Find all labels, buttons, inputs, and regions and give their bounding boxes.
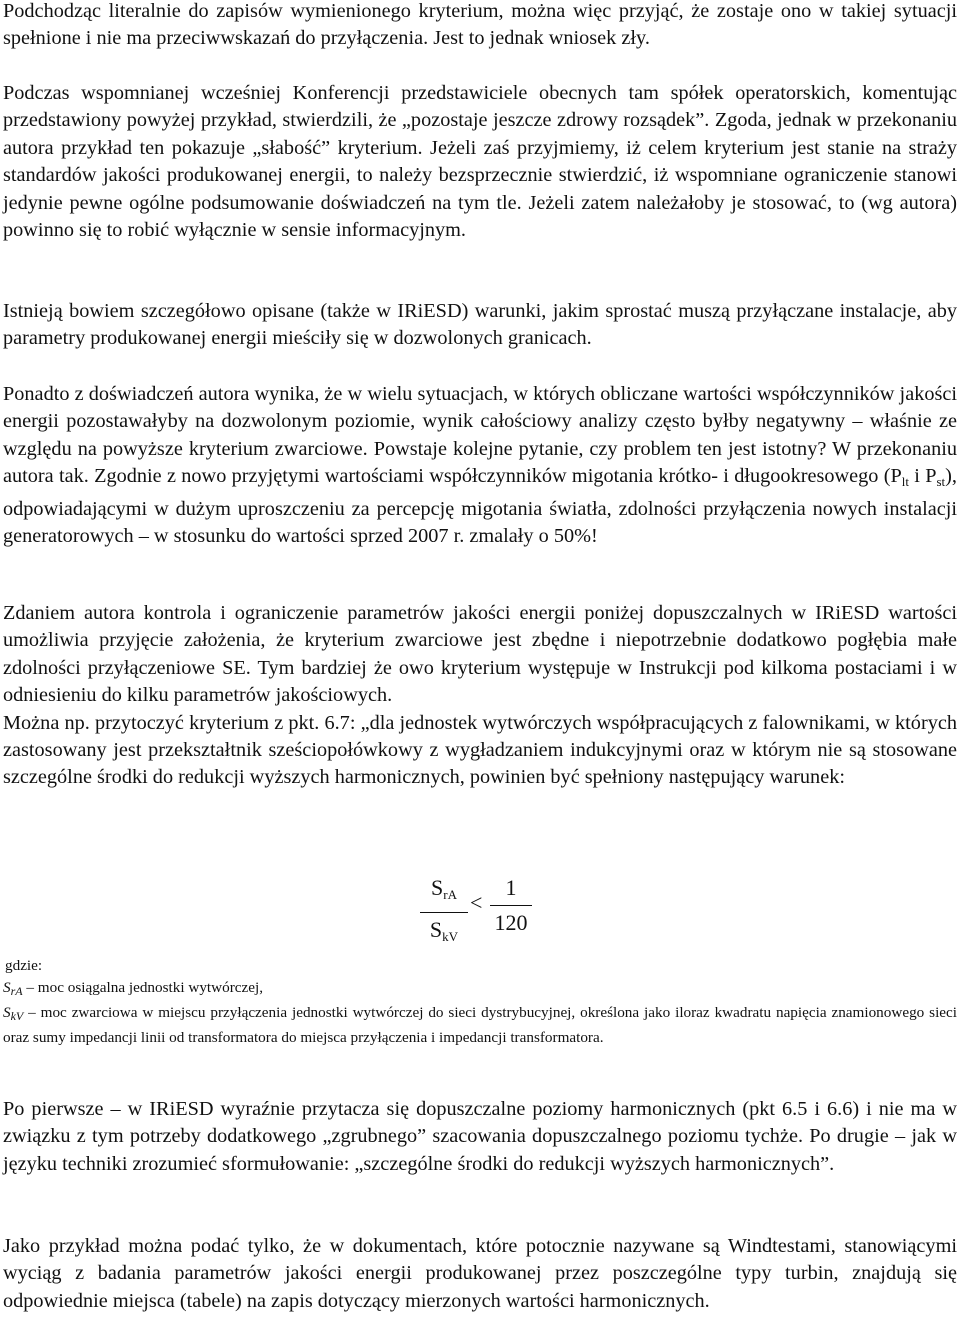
definitions-intro: gdzie:	[5, 957, 43, 974]
paragraph-4-text-b: i P	[909, 465, 937, 488]
formula-left-denominator	[420, 915, 468, 952]
formula-subscript-ra: rA	[443, 887, 457, 902]
definition-text: – moc osiągalna jednostki wytwórczej,	[22, 979, 263, 996]
fraction-bar	[490, 905, 532, 906]
paragraph-6: Po pierwsze – w IRiESD wyraźnie przytacza się dopuszczalne poziomy harmonicznych (pkt 6.5 i 6.6) i nie ma w związku z tym potrzeby dodatkowego „zgrubnego” szacowania dopuszczalnego poziomu tychże. Po drugie – jak w języku techniki zrozumieć sformułowanie: „szczególne środki do redukcji wyższych harmonicznych”.	[3, 1098, 957, 1175]
formula-left-numerator	[420, 873, 468, 910]
paragraph-5: Zdaniem autora kontrola i ograniczenie parametrów jakości energii poniżej dopuszczalnych w IRiESD wartości umożliwia przyjęcie założenia, że kryterium zwarciowe jest zbędne i niepotrzebnie dodatkowo pogłębia małe zdolności przyłączeniowe SE. Tym bardziej że owo kryterium występuje w Instrukcji pod kilkoma postaciami i w odniesieniu do kilku parametrów jakościowych.	[3, 602, 957, 707]
paragraph-2: Podczas wspomnianej wcześniej Konferencji przedstawiciele obecnych tam spółek operatorskich, komentując przedstawiony powyżej przykład, stwierdzili, że „pozostaje jeszcze zdrowy rozsądek”. Zgoda, jednak w przekonaniu autora przykład ten pokazuje „słabość” kryterium. Jeżeli zaś przyjmiemy, iż celem kryterium jest stanie na straży standardów jakości produkowanej energii, to należy bezsprzecznie stwierdzić, iż wspomniane ograniczenie stanowi jedynie pewne ogólne podsumowanie doświadczeń na tym tle. Jeżeli zatem należałoby je stosować, to (wg autora) powinno się to robić wyłącznie w sensie informacyjnym.	[3, 82, 957, 242]
paragraph-4-text-a: Ponadto z doświadczeń autora wynika, że w wielu sytuacjach, w których obliczane wartości współczynników jakości energii pozostawałyby na dozwolonym poziomie, wynik całościowy analizy często byłby negatywny – właśnie ze względu na powyższe kryterium zwarciowe. Powstaje kolejne pytanie, czy problem ten jest istotny? W przekonaniu autora tak. Zgodnie z nowo przyjętymi wartościami współczynników migotania krótko- i długookresowego (P	[3, 383, 957, 488]
subscript-lt: lt	[901, 474, 909, 490]
paragraph-5-block	[3, 600, 957, 792]
formula-symbol-s: S	[429, 917, 443, 942]
formula-right-numerator: 1	[505, 875, 517, 900]
definition-symbol: S	[3, 979, 11, 996]
formula-symbol-s: S	[431, 875, 444, 900]
formula	[420, 873, 570, 943]
paragraph-4	[3, 381, 957, 550]
paragraph-5b: Można np. przytoczyć kryterium z pkt. 6.7: „dla jednostek wytwórczych współpracujących z falownikami, w których zastosowany jest przekształtnik sześciopołówkowy z wygładzaniem indukcyjnymi oraz w którym nie są stosowane szczególne środki do redukcji wyższych harmonicznych, powinien być spełniony następujący warunek:	[3, 711, 957, 789]
paragraph-1: Podchodząc literalnie do zapisów wymienionego kryterium, można więc przyjąć, że zostaje ono w takiej sytuacji spełnione i nie ma przeciwwskazań do przyłączenia. Jest to jednak wniosek zły.	[3, 0, 957, 50]
definition-subscript: rA	[10, 984, 23, 998]
definition-subscript: kV	[10, 1009, 24, 1023]
paragraph-7: Jako przykład można podać tylko, że w dokumentach, które potocznie nazywane są Windtestami, stanowiącymi wyciąg z badania parametrów jakości energii produkowanej przez poszczególne typy turbin, znajdują się odpowiednie miejsca (tabele) na zapis dotyczący mierzonych wartości harmonicznych.	[3, 1235, 957, 1312]
definition-s-kv	[3, 1002, 957, 1049]
paragraph-4-text-c: ), odpowiadającymi w dużym uproszczeniu za percepcję migotania światła, zdolności przyłączenia nowych instalacji generatorowych – w stosunku do wartości sprzed 2007 r. zmalały o 50%!	[3, 465, 957, 548]
paragraph-3: Istnieją bowiem szczegółowo opisane (także w IRiESD) warunki, jakim sprostać muszą przyłączane instalacje, aby parametry produkowanej energii mieściły się w dozwolonych granicach.	[3, 300, 957, 350]
formula-right-fraction	[490, 873, 532, 938]
definition-text: – moc zwarciowa w miejscu przyłączenia jednostki wytwórczej do sieci dystrybucyjnej, określona jako iloraz kwadratu napięcia znamionowego sieci oraz sumy impedancji linii od transformatora do miejsca przyłączenia i impedancji transformatora.	[3, 1004, 957, 1046]
fraction-bar	[420, 912, 468, 913]
subscript-st: st	[936, 474, 946, 490]
formula-definitions	[3, 955, 957, 1049]
formula-right-denominator: 120	[494, 910, 528, 935]
definition-symbol: S	[3, 1004, 11, 1021]
definition-s-ra	[3, 977, 957, 1002]
formula-left-fraction	[420, 873, 468, 952]
formula-subscript-kv: kV	[442, 929, 459, 944]
formula-relation: <	[470, 890, 483, 915]
